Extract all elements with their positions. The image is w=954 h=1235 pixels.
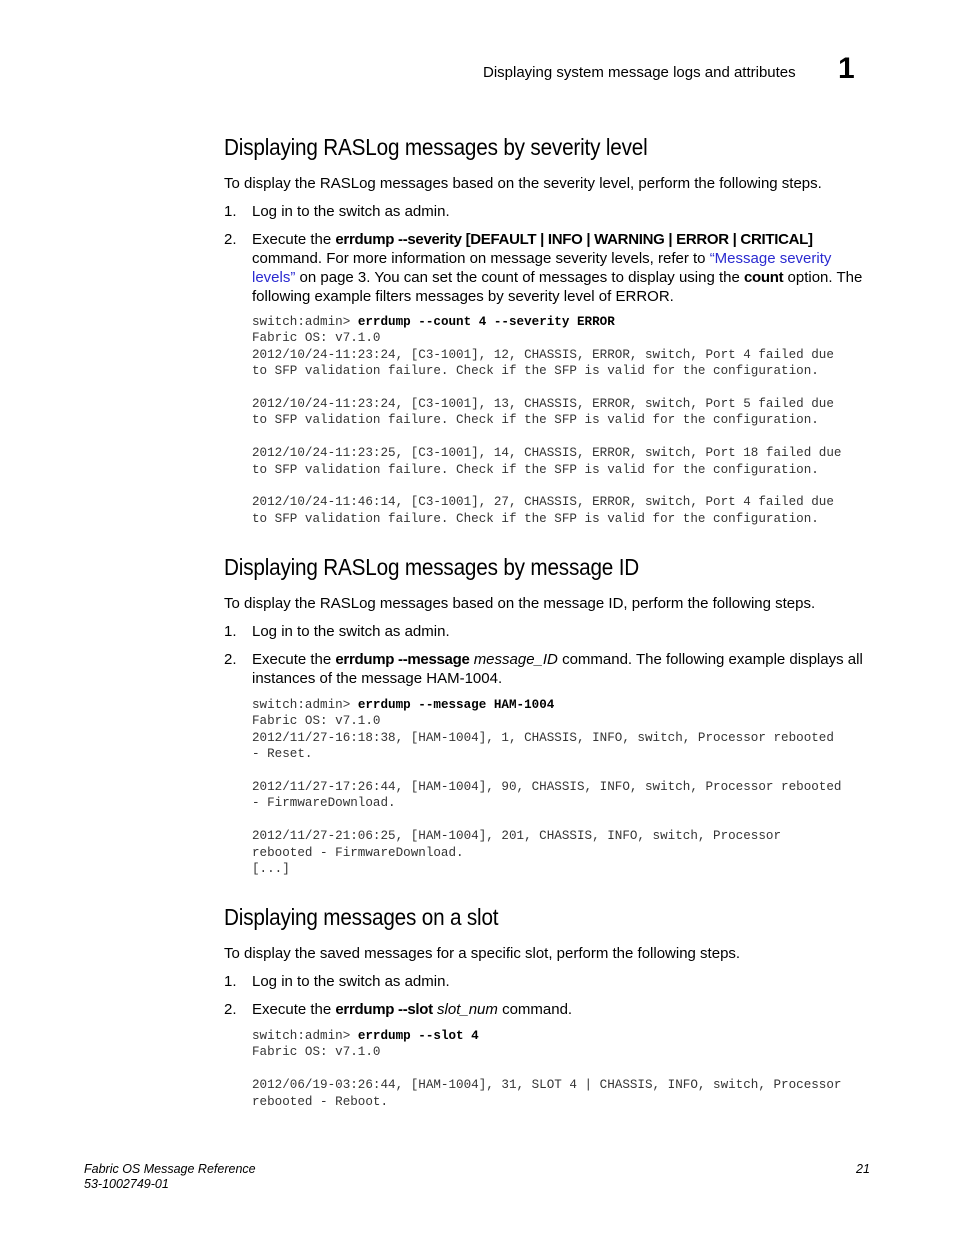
section-intro: To display the saved messages for a specific slot, perform the following steps. [224, 945, 741, 962]
section-heading-slot: Displaying messages on a slot [224, 904, 499, 930]
severity-levels-link[interactable]: “Message severity levels” [252, 250, 832, 286]
command-text: errdump --severity [DEFAULT | INFO | WARNING | ERROR | CRITICAL] [335, 231, 813, 248]
count-option: count [744, 269, 784, 286]
running-header: Displaying system message logs and attributes [483, 64, 796, 81]
section-intro: To display the RASLog messages based on the severity level, perform the following steps. [224, 175, 822, 192]
command-text: errdump --message [335, 651, 470, 668]
chapter-number: 1 [838, 52, 855, 85]
code-example-message-id: switch:admin> errdump --message HAM-1004 Fabric OS: v7.1.0 2012/11/27-16:18:38, [HAM-1004], 1, CHASSIS, INFO, switch, Processor rebooted - Reset. 2012/11/27-17:26:44, [HAM-1004], 90, CHASSIS, INFO, switch, Processor rebooted - FirmwareDownload. 2012/11/27-21:06:25, [HAM-1004], 201, CHASSIS, INFO, switch, Processor rebooted - FirmwareDownload. [...] [252, 698, 842, 877]
code-example-slot: switch:admin> errdump --slot 4 Fabric OS: v7.1.0 2012/06/19-03:26:44, [HAM-1004], 31, SLOT 4 | CHASSIS, INFO, switch, Processor rebooted - Reboot. [252, 1029, 842, 1109]
command-text: errdump --slot [335, 1001, 433, 1018]
section-intro: To display the RASLog messages based on the message ID, perform the following steps. [224, 595, 816, 612]
footer-doc-number: 53-1002749-01 [84, 1177, 169, 1191]
section-heading-severity: Displaying RASLog messages by severity level [224, 134, 648, 160]
page-number: 21 [856, 1162, 870, 1176]
footer-doc-title: Fabric OS Message Reference [84, 1162, 256, 1176]
code-example-severity: switch:admin> errdump --count 4 --severity ERROR Fabric OS: v7.1.0 2012/10/24-11:23:24, [C3-1001], 12, CHASSIS, ERROR, switch, Port 4 failed due to SFP validation failure. Check if the SFP is valid for the configuration. 2012/10/24-11:23:24, [C3-1001], 13, CHASSIS, ERROR, switch, Port 5 failed due to SFP validation failure. Check if the SFP is valid for the configuration. 2012/10/24-11:23:25, [C3-1001], 14, CHASSIS, ERROR, switch, Port 18 failed due to SFP validation failure. Check if the SFP is valid for the configuration. 2012/10/24-11:46:14, [C3-1001], 27, CHASSIS, ERROR, switch, Port 4 failed due to SFP validation failure. Check if the SFP is valid for the configuration. [252, 315, 842, 526]
section-heading-message-id: Displaying RASLog messages by message ID [224, 554, 640, 580]
